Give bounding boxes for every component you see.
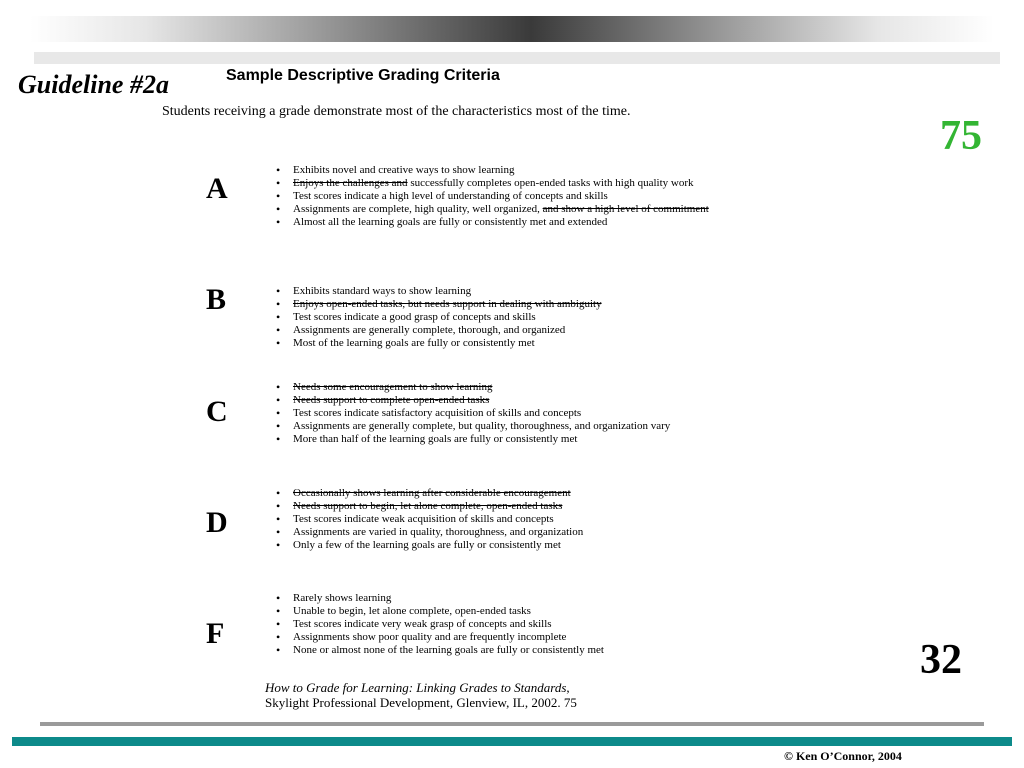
grade-letter-c: C xyxy=(206,395,228,428)
criteria-text: Assignments are complete, high quality, well organized, xyxy=(293,203,543,215)
criteria-intro: Students receiving a grade demonstrate most of the characteristics most of the time. xyxy=(162,104,631,119)
criteria-text: None or almost none of the learning goals are fully or consistently met xyxy=(293,644,604,656)
grade-letter-b: B xyxy=(206,283,227,316)
struck-text: Needs support to begin, let alone complete, open-ended tasks xyxy=(293,500,563,512)
criteria-item xyxy=(274,381,814,394)
bottom-teal-bar xyxy=(12,737,1012,746)
criteria-item xyxy=(274,500,814,513)
criteria-item xyxy=(274,164,814,177)
slide-title: Guideline #2a xyxy=(18,70,169,99)
criteria-item xyxy=(274,592,814,605)
criteria-item xyxy=(274,539,814,552)
criteria-text: Test scores indicate very weak grasp of concepts and skills xyxy=(293,618,552,630)
criteria-text: Exhibits novel and creative ways to show learning xyxy=(293,164,515,176)
source-citation xyxy=(265,680,577,710)
criteria-list-f xyxy=(274,592,814,657)
criteria-text: Assignments show poor quality and are frequently incomplete xyxy=(293,631,567,643)
criteria-item xyxy=(274,285,814,298)
copyright-notice: © Ken O’Connor, 2004 xyxy=(784,749,902,763)
criteria-text: Only a few of the learning goals are fully or consistently met xyxy=(293,539,561,551)
criteria-text: Most of the learning goals are fully or consistently met xyxy=(293,337,535,349)
criteria-item xyxy=(274,487,814,500)
bottom-gray-bar xyxy=(40,722,984,726)
criteria-item xyxy=(274,177,814,190)
source-comma: , xyxy=(566,680,570,695)
criteria-item xyxy=(274,337,814,350)
criteria-list-a xyxy=(274,164,814,229)
criteria-item xyxy=(274,298,814,311)
top-gradient-bar xyxy=(30,16,994,42)
struck-text: Needs support to complete open-ended tasks xyxy=(293,394,490,406)
criteria-list-c xyxy=(274,381,814,446)
criteria-text: Test scores indicate weak acquisition of skills and concepts xyxy=(293,513,554,525)
criteria-item xyxy=(274,513,814,526)
grade-letter-d: D xyxy=(206,506,228,539)
criteria-item xyxy=(274,394,814,407)
criteria-text: Test scores indicate satisfactory acquisition of skills and concepts xyxy=(293,407,582,419)
criteria-text: Assignments are varied in quality, thoroughness, and organization xyxy=(293,526,584,538)
criteria-heading: Sample Descriptive Grading Criteria xyxy=(226,67,500,84)
criteria-text: Rarely shows learning xyxy=(293,592,392,604)
criteria-list-d xyxy=(274,487,814,552)
criteria-text: Test scores indicate a good grasp of concepts and skills xyxy=(293,311,536,323)
top-divider xyxy=(34,52,1000,64)
criteria-item xyxy=(274,324,814,337)
criteria-item xyxy=(274,216,814,229)
source-details: Skylight Professional Development, Glenview, IL, 2002. 75 xyxy=(265,695,577,710)
struck-text: Needs some encouragement to show learning xyxy=(293,381,493,393)
criteria-item xyxy=(274,605,814,618)
source-title: How to Grade for Learning: Linking Grades to Standards xyxy=(265,680,567,695)
struck-text: Enjoys the challenges and xyxy=(293,177,408,189)
grade-letter-a: A xyxy=(206,172,228,205)
struck-text: Occasionally shows learning after considerable encouragement xyxy=(293,487,571,499)
struck-text: Enjoys open-ended tasks, but needs support in dealing with ambiguity xyxy=(293,298,602,310)
criteria-item xyxy=(274,190,814,203)
criteria-text: Unable to begin, let alone complete, open-ended tasks xyxy=(293,605,531,617)
criteria-list-b xyxy=(274,285,814,350)
page-number-top: 75 xyxy=(940,113,982,159)
struck-text: and show a high level of commitment xyxy=(542,203,709,215)
criteria-item xyxy=(274,644,814,657)
criteria-item xyxy=(274,631,814,644)
criteria-text: Almost all the learning goals are fully or consistently met and extended xyxy=(293,216,608,228)
criteria-text: Test scores indicate a high level of understanding of concepts and skills xyxy=(293,190,608,202)
criteria-text: Assignments are generally complete, thorough, and organized xyxy=(293,324,566,336)
slide-number: 32 xyxy=(920,637,962,683)
grade-letter-f: F xyxy=(206,617,225,650)
criteria-item xyxy=(274,433,814,446)
criteria-text: Exhibits standard ways to show learning xyxy=(293,285,472,297)
criteria-item xyxy=(274,407,814,420)
criteria-item xyxy=(274,526,814,539)
criteria-item xyxy=(274,420,814,433)
criteria-item xyxy=(274,311,814,324)
criteria-text: Assignments are generally complete, but quality, thoroughness, and organization vary xyxy=(293,420,671,432)
criteria-item xyxy=(274,618,814,631)
criteria-text: More than half of the learning goals are fully or consistently met xyxy=(293,433,578,445)
criteria-text: successfully completes open-ended tasks with high quality work xyxy=(407,177,694,189)
criteria-item xyxy=(274,203,814,216)
